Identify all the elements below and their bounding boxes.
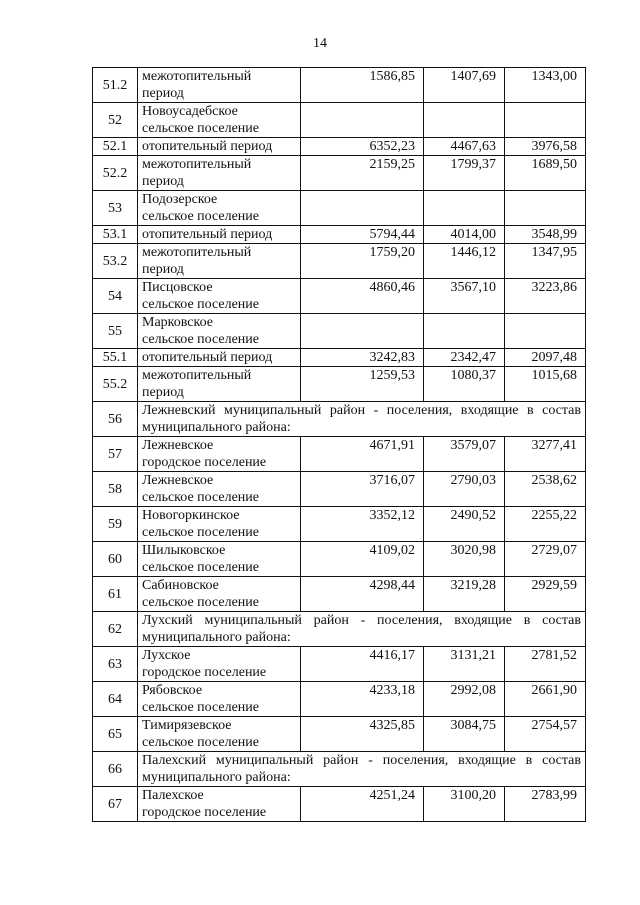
- value-cell-v1: 5794,44: [301, 226, 424, 244]
- table-row: [93, 68, 586, 103]
- value-cell-v1: 6352,23: [301, 138, 424, 156]
- row-number: 58: [93, 472, 138, 507]
- settlement-name: [138, 244, 301, 279]
- table-row: [93, 314, 586, 349]
- value-cell-v2: 3219,28: [424, 577, 505, 612]
- value-cell-v3: 2097,48: [505, 349, 586, 367]
- settlement-name-line: сельское поселение: [142, 595, 259, 610]
- value-cell-v2: 1080,37: [424, 367, 505, 402]
- value-cell-v2: 2490,52: [424, 507, 505, 542]
- settlement-name: [138, 367, 301, 402]
- value-cell-v3: 3223,86: [505, 279, 586, 314]
- district-heading: [138, 402, 586, 437]
- row-number: 59: [93, 507, 138, 542]
- value-cell-v3: 2754,57: [505, 717, 586, 752]
- settlement-name-line: период: [142, 385, 184, 400]
- value-cell-v1: [301, 314, 424, 349]
- settlement-name-line: Новогоркинское: [142, 508, 240, 523]
- value-cell-v3: 2781,52: [505, 647, 586, 682]
- row-number: 51.2: [93, 68, 138, 103]
- value-cell-v1: 3716,07: [301, 472, 424, 507]
- settlement-name: [138, 349, 301, 367]
- settlement-name-line: сельское поселение: [142, 560, 259, 575]
- settlement-name-line: отопительный период: [142, 139, 273, 154]
- row-number: 54: [93, 279, 138, 314]
- settlement-name-line: Лухское: [142, 648, 191, 663]
- table-row: [93, 507, 586, 542]
- table-row: [93, 612, 586, 647]
- settlement-name: [138, 787, 301, 822]
- settlements-table: [92, 67, 586, 822]
- table-row: [93, 138, 586, 156]
- settlement-name-line: период: [142, 174, 184, 189]
- table-row: [93, 682, 586, 717]
- value-cell-v1: 3352,12: [301, 507, 424, 542]
- settlement-name-line: городское поселение: [142, 455, 267, 470]
- value-cell-v3: 2929,59: [505, 577, 586, 612]
- value-cell-v2: 4467,63: [424, 138, 505, 156]
- value-cell-v2: 3084,75: [424, 717, 505, 752]
- settlement-name-line: период: [142, 262, 184, 277]
- district-heading-line: муниципального района:: [142, 770, 291, 785]
- value-cell-v3: 1689,50: [505, 156, 586, 191]
- value-cell-v3: 2538,62: [505, 472, 586, 507]
- row-number: 53: [93, 191, 138, 226]
- value-cell-v2: 2992,08: [424, 682, 505, 717]
- row-number: 67: [93, 787, 138, 822]
- value-cell-v1: 4671,91: [301, 437, 424, 472]
- row-number: 56: [93, 402, 138, 437]
- value-cell-v3: 2661,90: [505, 682, 586, 717]
- district-heading-line: Лухский муниципальный район - поселения, входящие в состав: [142, 613, 581, 628]
- settlement-name-line: Лежневское: [142, 438, 214, 453]
- value-cell-v2: 2790,03: [424, 472, 505, 507]
- settlement-name: [138, 542, 301, 577]
- row-number: 52: [93, 103, 138, 138]
- settlement-name: [138, 647, 301, 682]
- table-row: [93, 191, 586, 226]
- table-row: [93, 752, 586, 787]
- value-cell-v1: [301, 191, 424, 226]
- value-cell-v1: 4298,44: [301, 577, 424, 612]
- value-cell-v1: 4109,02: [301, 542, 424, 577]
- row-number: 64: [93, 682, 138, 717]
- district-heading-line: муниципального района:: [142, 630, 291, 645]
- table-row: [93, 402, 586, 437]
- value-cell-v3: 2783,99: [505, 787, 586, 822]
- value-cell-v1: 4325,85: [301, 717, 424, 752]
- district-heading-line: Лежневский муниципальный район - поселения, входящие в состав: [142, 403, 581, 418]
- settlement-name-line: Писцовское: [142, 280, 213, 295]
- settlement-name-line: Шилыковское: [142, 543, 226, 558]
- value-cell-v2: 4014,00: [424, 226, 505, 244]
- row-number: 62: [93, 612, 138, 647]
- settlement-name-line: сельское поселение: [142, 332, 259, 347]
- settlement-name-line: отопительный период: [142, 227, 273, 242]
- settlement-name: [138, 138, 301, 156]
- value-cell-v2: 3567,10: [424, 279, 505, 314]
- value-cell-v1: [301, 103, 424, 138]
- settlement-name-line: сельское поселение: [142, 700, 259, 715]
- row-number: 63: [93, 647, 138, 682]
- settlement-name: [138, 717, 301, 752]
- value-cell-v3: [505, 103, 586, 138]
- table-row: [93, 367, 586, 402]
- table-row: [93, 717, 586, 752]
- page-number: 14: [313, 36, 327, 51]
- settlement-name-line: Подозерское: [142, 192, 218, 207]
- table-row: [93, 647, 586, 682]
- table-row: [93, 279, 586, 314]
- value-cell-v3: [505, 191, 586, 226]
- settlement-name-line: сельское поселение: [142, 525, 259, 540]
- table-row: [93, 577, 586, 612]
- row-number: 55.1: [93, 349, 138, 367]
- row-number: 65: [93, 717, 138, 752]
- value-cell-v3: [505, 314, 586, 349]
- settlement-name-line: Тимирязевское: [142, 718, 232, 733]
- row-number: 55.2: [93, 367, 138, 402]
- row-number: 60: [93, 542, 138, 577]
- district-heading-line: Палехский муниципальный район - поселения, входящие в состав: [142, 753, 581, 768]
- table-row: [93, 787, 586, 822]
- table-row: [93, 244, 586, 279]
- settlement-name-line: сельское поселение: [142, 735, 259, 750]
- value-cell-v1: 2159,25: [301, 156, 424, 191]
- settlement-name: [138, 156, 301, 191]
- row-number: 57: [93, 437, 138, 472]
- row-number: 55: [93, 314, 138, 349]
- settlement-name-line: Палехское: [142, 788, 204, 803]
- row-number: 52.2: [93, 156, 138, 191]
- value-cell-v2: 1799,37: [424, 156, 505, 191]
- settlement-name-line: сельское поселение: [142, 121, 259, 136]
- table-row: [93, 103, 586, 138]
- value-cell-v1: 3242,83: [301, 349, 424, 367]
- value-cell-v1: 1759,20: [301, 244, 424, 279]
- settlement-name-line: сельское поселение: [142, 297, 259, 312]
- settlement-name: [138, 226, 301, 244]
- value-cell-v1: 4233,18: [301, 682, 424, 717]
- settlement-name-line: Рябовское: [142, 683, 203, 698]
- settlement-name-line: межотопительный: [142, 368, 252, 383]
- value-cell-v2: 1407,69: [424, 68, 505, 103]
- settlement-name-line: период: [142, 86, 184, 101]
- value-cell-v1: 4251,24: [301, 787, 424, 822]
- value-cell-v3: 3277,41: [505, 437, 586, 472]
- table-row: [93, 437, 586, 472]
- value-cell-v3: 1343,00: [505, 68, 586, 103]
- value-cell-v2: 3100,20: [424, 787, 505, 822]
- table-row: [93, 226, 586, 244]
- row-number: 52.1: [93, 138, 138, 156]
- settlement-name-line: Лежневское: [142, 473, 214, 488]
- settlement-name-line: Марковское: [142, 315, 213, 330]
- settlement-name: [138, 68, 301, 103]
- district-heading: [138, 752, 586, 787]
- value-cell-v2: [424, 191, 505, 226]
- settlement-name-line: сельское поселение: [142, 490, 259, 505]
- settlement-name-line: Новоусадебское: [142, 104, 238, 119]
- settlement-name: [138, 103, 301, 138]
- settlement-name: [138, 437, 301, 472]
- value-cell-v3: 2729,07: [505, 542, 586, 577]
- value-cell-v3: 3548,99: [505, 226, 586, 244]
- value-cell-v2: 1446,12: [424, 244, 505, 279]
- table-row: [93, 542, 586, 577]
- row-number: 61: [93, 577, 138, 612]
- value-cell-v1: 4416,17: [301, 647, 424, 682]
- settlement-name-line: межотопительный: [142, 245, 252, 260]
- value-cell-v3: 1015,68: [505, 367, 586, 402]
- settlement-name: [138, 682, 301, 717]
- table-row: [93, 349, 586, 367]
- value-cell-v2: 3020,98: [424, 542, 505, 577]
- settlement-name: [138, 191, 301, 226]
- row-number: 53.1: [93, 226, 138, 244]
- district-heading-line: муниципального района:: [142, 420, 291, 435]
- settlement-name-line: городское поселение: [142, 665, 267, 680]
- value-cell-v3: 1347,95: [505, 244, 586, 279]
- value-cell-v3: 2255,22: [505, 507, 586, 542]
- table-row: [93, 156, 586, 191]
- row-number: 66: [93, 752, 138, 787]
- settlement-name: [138, 472, 301, 507]
- value-cell-v2: 3131,21: [424, 647, 505, 682]
- settlement-name-line: межотопительный: [142, 157, 252, 172]
- value-cell-v2: 2342,47: [424, 349, 505, 367]
- table-row: [93, 472, 586, 507]
- row-number: 53.2: [93, 244, 138, 279]
- settlement-name-line: межотопительный: [142, 69, 252, 84]
- value-cell-v2: 3579,07: [424, 437, 505, 472]
- settlement-name-line: Сабиновское: [142, 578, 219, 593]
- value-cell-v1: 1259,53: [301, 367, 424, 402]
- settlement-name-line: городское поселение: [142, 805, 267, 820]
- settlement-name: [138, 314, 301, 349]
- settlement-name: [138, 279, 301, 314]
- settlement-name-line: сельское поселение: [142, 209, 259, 224]
- settlement-name: [138, 577, 301, 612]
- value-cell-v2: [424, 314, 505, 349]
- settlement-name-line: отопительный период: [142, 350, 273, 365]
- settlement-name: [138, 507, 301, 542]
- district-heading: [138, 612, 586, 647]
- value-cell-v1: 4860,46: [301, 279, 424, 314]
- value-cell-v3: 3976,58: [505, 138, 586, 156]
- value-cell-v1: 1586,85: [301, 68, 424, 103]
- value-cell-v2: [424, 103, 505, 138]
